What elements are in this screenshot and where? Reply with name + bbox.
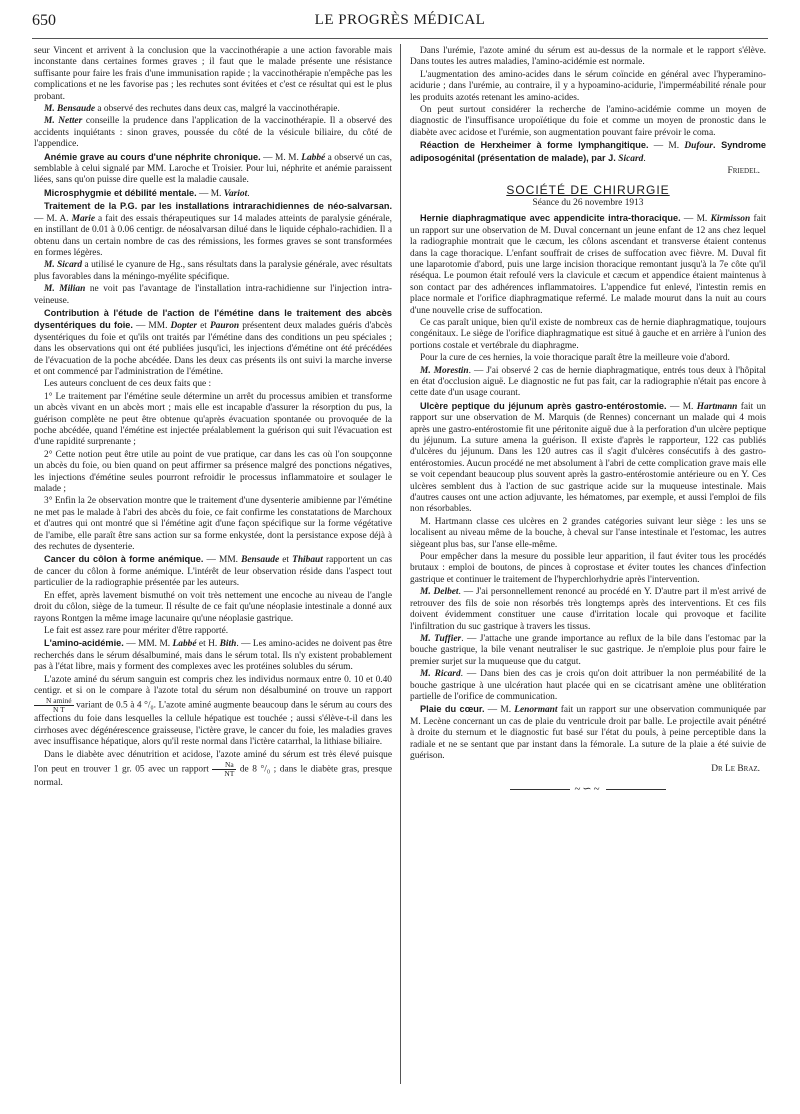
paragraph: M. Morestin. — J'ai observé 2 cas de hernie diaphragmatique, entrés tous deux à l'hôpital en état d'occlusion aiguë. Le diagnostic ne fut pas fait, car la radiographie n'était pas encore à cette date d'un usage courant. [410,365,766,399]
paragraph: Le fait est assez rare pour mériter d'être rapporté. [44,625,229,636]
paragraph: Pour empêcher dans la mesure du possible leur apparition, il faut éviter tous les procédés brutaux : emploi de boutons, de pinces à coprostase et éviter toutes les chances d'infection gastrique et continuer le traitement de l'hyperchlorhydrie après l'intervention. [410,552,766,585]
paragraph: Plaie du cœur. — M. Lenormant fait un rapport sur une observation communiquée par M. Lecène concernant un cas de plaie du ventricule droit par balle. Le projectile avait pénétré à droite du sternum et le diagnostic fut basé sur l'état du pouls, à peine perceptible dans la radiale et ne se sentant que par instant dans la fémorale. La suture de la plaie a été suivie de guérison. [410,704,766,761]
paragraph: Ce cas paraît unique, bien qu'il existe de nombreux cas de hernie diaphragmatique, toujours congénitaux. Le siège de l'orifice diaphragmatique est situé à gauche et en arrière à l'union des portions costale et vertébrale du diaphragme. [410,317,766,351]
paragraph: 1° Le traitement par l'émétine seule détermine un arrêt du processus amibien et transforme un abcès vivant en un abcès mort ; mais elle est incapable d'assurer la résorption du pus, la guérison complète ne peut être obtenue qu'après évacuation spontanée ou provoquée de la poche abcédée, quand l'émétine est injectée préalablement la guérison qui suit l'évacuation est d'une rapidité surprenante ; [34,391,392,448]
paragraph: M. Sicard a utilisé le cyanure de Hg., sans résultats dans la paralysie générale, avec résultats plus favorables dans la méningo-myélite spécifique. [34,260,392,282]
paragraph: Anémie grave au cours d'une néphrite chronique. — M. M. Labbé a observé un cas, semblable à celui signalé par MM. Laroche et Troisier. Pour lui, néphrite et anémie paraissent liées, sans qu'on puisse dire quelle est la maladie causale. [34,151,392,186]
paragraph: En effet, après lavement bismuthé on voit très nettement une encoche au niveau de l'angle droit du côlon, siège de la tumeur. Il résulte de ce fait qu'une néoplasie intestinale a donné aux rayons Rontgen la même image lacunaire qu'une néoplasie gastrique. [34,590,392,624]
signature: Friedel. [727,166,760,177]
paragraph: M. Bensaude a observé des rechutes dans deux cas, malgré la vaccinothérapie. [44,104,340,115]
paragraph: Traitement de la P.G. par les installations intrarachidiennes de néo-salvarsan. — M. A. Marie a fait des essais thérapeutiques sur 14 malades atteints de paralysie générale, en instillant de 0.01 à 0.06 centigr. de néosalvarsan dilué dans le liquide céphalo-rachidien. Il a obtenu dans un certain nombre de cas des rémissions, les formes graves se sont transformées en formes légères. [34,201,392,258]
paragraph: M. Ricard. — Dans bien des cas je crois qu'on doit attribuer la non perméabilité de la bouche gastrique à une ulcération haut placée qui en se cicatrisant amène une oblitération partielle de l'orifice de communication. [410,669,766,702]
signature: Dr Le Braz. [711,764,760,775]
paragraph: seur Vincent et arrivent à la conclusion que la vaccinothérapie a une action favorable mais inconstante dans certaines formes graves ; il faut que le malade présente une résistance suffisante pour faire les frais d'une immunisation rapide ; la vaccinothérapie n'empêche pas les complications et ne les favorise pas ; les rechutes sont évitées et c'est ce résultat qui est le plus probant. [34,46,392,102]
paragraph: L'amino-acidémie. — MM. M. Labbé et H. Bith. — Les amino-acides ne doivent pas être recherchés dans le sérum désalbuminé, mais dans le sérum total. Ils n'y existent probablement pas à l'état libre, mais y forment des complexes avec les protéines solubles du sérum. [34,638,392,673]
section-title: SOCIÉTÉ DE CHIRURGIE [506,183,670,198]
paragraph: On peut surtout considérer la recherche de l'amino-acidémie comme un moyen de diagnostic de l'insuffisance uropoïétique du foie et comme un moyen de pronostic dans le diabète avec acidose et l'urémie, son augmentation pouvant faire prévoir le coma. [410,105,766,138]
header-rule [32,38,768,39]
end-ornament: ~∽~ [410,784,766,795]
paragraph: L'azote aminé du sérum sanguin est compris chez les individus normaux entre 0. 10 et 0.40 centigr. et si on le compare à l'azote total du sérum non désalbuminé on trouve un rapport $\frac{\text{N aminé}}{\text{N T}}$ variant de 0.5 à 4 °/₀. L'azote aminé augmente beaucoup dans le sérum au cours des affections du foie dans lesquelles la cellule hépatique est touchée ; aussi s'élève-t-il dans les cirrhoses avec dégénérescence graisseuse, l'ictère grave, le cancer du foie, les maladies graves avec insuffisance hépatique, alors qu'il reste normal dans l'ictère catarrhal, la lithiase biliaire. [34,674,392,748]
paragraph: Contribution à l'étude de l'action de l'émétine dans le traitement des abcès dysentériques du foie. — MM. Dopter et Pauron présentent deux malades guéris d'abcès dysentériques du foie et qu'ils ont traités par l'émétine dans des conditions un peu spéciales ; dans les observations qui ont été publiées jusqu'ici, les injections d'émétine ont été précédées de l'évacuation de la poche abcédée. Dans les deux cas présents ils ont suivi la marche inverse et ont commencé par l'administration de l'émétine. [34,307,392,377]
journal-title: LE PROGRÈS MÉDICAL [314,12,486,28]
paragraph: Les auteurs concluent de ces deux faits que : [44,379,212,390]
paragraph: M. Hartmann classe ces ulcères en 2 grandes catégories suivant leur siège : les uns se localisent au niveau même de la bouche, à cheval sur l'anse intestinale et l'estomac, les autres siègeant plus bas, sur l'anse elle-même. [410,516,766,550]
paragraph: Réaction de Herxheimer à forme lymphangitique. — M. Dufour. Syndrome adiposogénital (présentation de malade), par J. Sicard. [410,140,766,164]
page-header [32,12,768,36]
paragraph: 3° Enfin la 2e observation montre que le traitement d'une dysenterie amibienne par l'émétine ne met pas le malade à l'abri des abcès du foie, ce fait confirme les constatations de Marchoux et d'autres qui ont montré que si l'émétine agit d'une façon spécifique sur la forme végétative de l'amibe, elle paraît être sans action sur sa forme enkystée, dont la persistance expose déjà à des rechutes de dysenterie. [34,496,392,553]
paragraph: Cancer du côlon à forme anémique. — MM. Bensaude et Thibaut rapportent un cas de cancer du côlon à forme anémique. L'intérêt de leur observation réside dans l'aspect tout particulier de la radiographie présentée par les auteurs. [34,554,392,589]
paragraph: 2° Cette notion peut être utile au point de vue pratique, car dans les cas où l'on soupçonne un abcès du foie, ou bien quand on peut affirmer sa présence malgré des ponctions négatives, les injections d'émétine seules pourront refroidir le processus inflammatoire et soulager le malade ; [34,449,392,495]
fraction: $\frac{Na}{NT}$ [212,761,236,778]
right-column [410,46,766,1106]
paragraph: M. Milian ne voit pas l'avantage de l'installation intra-rachidienne sur l'injection intra-veineuse. [34,284,392,306]
paragraph: Dans l'urémie, l'azote aminé du sérum est au-dessus de la normale et le rapport s'élève. Dans toutes les autres maladies, l'amino-acidémie est normale. [410,46,766,68]
paragraph: Ulcère peptique du jéjunum après gastro-entérostomie. — M. Hartmann fait un rapport sur une observation de M. Marquis (de Rennes) concernant un malade qui 4 mois après une gastro-entérostomie fit une péritonite aiguë due à la perforation d'un ulcère peptique du jéjunum. La suture amena la guérison. Il existe d'après le rapporteur, 122 cas publiés d'ulcères du jéjunum. Dans les 120 autres cas il s'agit d'ulcères consécutifs à des gastro-entérostomies. Aucun procédé ne met absolument à l'abri de cette complication grave mais elle se voit cependant beaucoup plus souvent après la gastro-entérostomie antérieure ou en Y. Ces ulcères semblent dus à l'action de suc gastrique acide sur la muqueuse intestinale. Mais d'autres causes ont une action adjuvante, les hématomes, par exemple, et aussi l'emploi de fils non résorbables. [410,400,766,515]
paragraph: Pour la cure de ces hernies, la voie thoracique paraît être la meilleure voie d'abord. [420,353,730,364]
paragraph: M. Tuffier. — J'attache une grande importance au reflux de la bile dans l'estomac par la bouche gastrique, la bile venant neutraliser le suc gastrique. Je n'emploie plus pour faire le premier surjet sur la muqueuse que du catgut. [410,633,766,667]
paragraph: Hernie diaphragmatique avec appendicite intra-thoracique. — M. Kirmisson fait un rapport sur une observation de M. Duval concernant un jeune enfant de 12 ans chez lequel la radiographie montrait que le cæcum, les côlons ascendant et transverse étaient contenus dans la cage thoracique. L'enfant souffrait de crises de suffocation avec fièvre. M. Duval fit une laparotomie d'abord, puis une large incision thoracique remontant jusqu'à la 7e côte qu'il réséqua. Le poumon était refoulé vers la clavicule et cæcum et appendice étaient maintenus à son contact par des adhérences inflammatoires. L'appendice fut enlevé, l'intestin remis en place normale et l'orifice diaphragmatique refermé. Le malade mourut dans la nuit au cours d'une nouvelle crise de suffocation. [410,213,766,316]
page-number: 650 [32,12,56,29]
paragraph: M. Netter conseille la prudence dans l'application de la vaccinothérapie. Il a observé des accidents inquiétants : sinon graves, poussée du côté de la vésicule biliaire, du côté de l'appendice. [34,116,392,150]
paragraph: L'augmentation des amino-acides dans le sérum coïncide en général avec l'hyperamino-acidurie ; dans l'urémie, au contraire, il y a hypoamino-acidurie, l'imperméabilité rénale pour les produits azotés retenant les amino-acides. [410,69,766,103]
column-divider [400,44,401,1084]
paragraph: Dans le diabète avec dénutrition et acidose, l'azote aminé du sérum est très élevé puisque l'on peut en trouver 1 gr. 05 avec un rapport $\frac{Na}{NT}$ de 8 °/₀ ; dans le diabète gras, presque normal. [34,749,392,788]
fraction: $\frac{\text{N aminé}}{\text{N T}}$ [34,697,74,714]
paragraph: M. Delbet. — J'ai personnellement renoncé au procédé en Y. D'autre part il m'est arrivé de retrouver des fils de soie non résorbés très longtemps après des interventions. Et ces fils doivent évidemment constituer une cause d'irritation locale qui provoque et facilite l'infiltration du suc gastrique à travers les tissus. [410,587,766,632]
left-column [34,46,392,1106]
session-date: Séance du 26 novembre 1913 [532,197,644,208]
paragraph: Microsphygmie et débilité mentale. — M. Variot. [44,187,250,199]
